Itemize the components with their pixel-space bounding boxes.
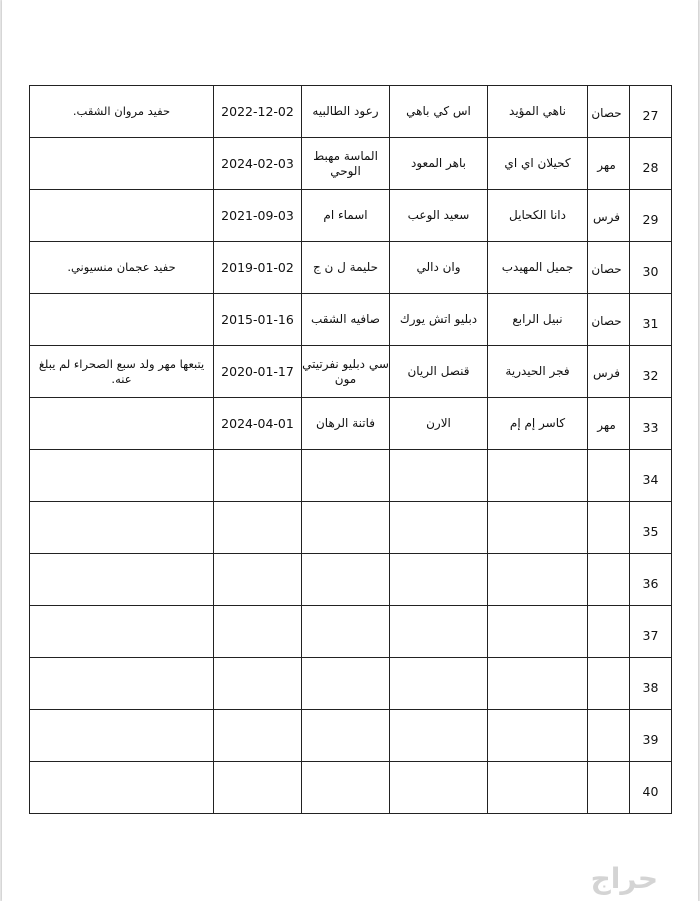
notes-cell xyxy=(30,554,214,606)
notes-cell xyxy=(30,398,214,450)
birth-date-cell: 2020-01-17 xyxy=(214,346,302,398)
row-number-cell: 30 xyxy=(630,242,672,294)
notes-cell xyxy=(30,658,214,710)
birth-date-cell: 2024-04-01 xyxy=(214,398,302,450)
sire-name-cell xyxy=(390,606,488,658)
birth-date-cell xyxy=(214,554,302,606)
birth-date-cell: 2019-01-02 xyxy=(214,242,302,294)
notes-cell xyxy=(30,294,214,346)
horse-name-cell xyxy=(488,710,588,762)
horse-type-cell: حصان xyxy=(588,294,630,346)
horse-name-cell: كحيلان اي اي xyxy=(488,138,588,190)
row-number-cell: 37 xyxy=(630,606,672,658)
birth-date-cell xyxy=(214,762,302,814)
table-row xyxy=(30,554,672,606)
table-row xyxy=(30,138,672,190)
table-row xyxy=(30,190,672,242)
row-number-cell: 32 xyxy=(630,346,672,398)
horse-type-cell xyxy=(588,502,630,554)
horse-type-cell xyxy=(588,554,630,606)
sire-name-cell: دبليو اتش يورك xyxy=(390,294,488,346)
birth-date-cell: 2015-01-16 xyxy=(214,294,302,346)
table-row xyxy=(30,86,672,138)
horse-name-cell xyxy=(488,658,588,710)
birth-date-cell: 2024-02-03 xyxy=(214,138,302,190)
horse-type-cell: مهر xyxy=(588,398,630,450)
row-number-cell: 31 xyxy=(630,294,672,346)
dam-name-cell: سي دبليو نفرتيتي مون xyxy=(302,346,390,398)
table-row xyxy=(30,762,672,814)
dam-name-cell: فاتنة الرهان xyxy=(302,398,390,450)
notes-cell xyxy=(30,606,214,658)
sire-name-cell xyxy=(390,554,488,606)
dam-name-cell: اسماء ام xyxy=(302,190,390,242)
horse-type-cell xyxy=(588,450,630,502)
birth-date-cell xyxy=(214,502,302,554)
dam-name-cell xyxy=(302,710,390,762)
horse-name-cell: دانا الكحايل xyxy=(488,190,588,242)
horse-name-cell xyxy=(488,762,588,814)
dam-name-cell: حليمة ل ن ج xyxy=(302,242,390,294)
table-row xyxy=(30,710,672,762)
table-row xyxy=(30,346,672,398)
horse-registry-table xyxy=(29,85,672,814)
dam-name-cell xyxy=(302,554,390,606)
dam-name-cell xyxy=(302,762,390,814)
table-row xyxy=(30,294,672,346)
notes-cell: حفيد عجمان منسيوني. xyxy=(30,242,214,294)
birth-date-cell xyxy=(214,606,302,658)
dam-name-cell: رعود الطالبيه xyxy=(302,86,390,138)
horse-type-cell: حصان xyxy=(588,86,630,138)
horse-type-cell: فرس xyxy=(588,346,630,398)
sire-name-cell xyxy=(390,762,488,814)
horse-name-cell xyxy=(488,502,588,554)
table-row xyxy=(30,606,672,658)
table-body xyxy=(30,86,672,814)
horse-name-cell: جميل المهيدب xyxy=(488,242,588,294)
notes-cell xyxy=(30,450,214,502)
row-number-cell: 34 xyxy=(630,450,672,502)
table-row xyxy=(30,502,672,554)
dam-name-cell xyxy=(302,606,390,658)
horse-name-cell xyxy=(488,450,588,502)
sire-name-cell xyxy=(390,710,488,762)
table-row xyxy=(30,450,672,502)
row-number-cell: 36 xyxy=(630,554,672,606)
horse-name-cell xyxy=(488,554,588,606)
horse-name-cell xyxy=(488,606,588,658)
dam-name-cell xyxy=(302,450,390,502)
notes-cell xyxy=(30,138,214,190)
dam-name-cell xyxy=(302,658,390,710)
notes-cell xyxy=(30,502,214,554)
sire-name-cell: باهر المعود xyxy=(390,138,488,190)
row-number-cell: 40 xyxy=(630,762,672,814)
notes-cell: يتبعها مهر ولد سبع الصحراء لم يبلغ عنه. xyxy=(30,346,214,398)
horse-type-cell xyxy=(588,762,630,814)
horse-type-cell xyxy=(588,658,630,710)
notes-cell xyxy=(30,710,214,762)
horse-name-cell: كاسر إم إم xyxy=(488,398,588,450)
table-row xyxy=(30,242,672,294)
horse-type-cell: مهر xyxy=(588,138,630,190)
notes-cell xyxy=(30,190,214,242)
table-row xyxy=(30,658,672,710)
horse-type-cell: حصان xyxy=(588,242,630,294)
sire-name-cell xyxy=(390,658,488,710)
sire-name-cell xyxy=(390,502,488,554)
row-number-cell: 29 xyxy=(630,190,672,242)
sire-name-cell: اس كي باهي xyxy=(390,86,488,138)
notes-cell xyxy=(30,762,214,814)
row-number-cell: 28 xyxy=(630,138,672,190)
watermark-logo: حراج xyxy=(590,862,658,895)
row-number-cell: 35 xyxy=(630,502,672,554)
dam-name-cell xyxy=(302,502,390,554)
horse-type-cell xyxy=(588,710,630,762)
notes-cell: حفيد مروان الشقب. xyxy=(30,86,214,138)
horse-name-cell: فجر الحيدرية xyxy=(488,346,588,398)
dam-name-cell: الماسة مهبط الوحي xyxy=(302,138,390,190)
row-number-cell: 39 xyxy=(630,710,672,762)
dam-name-cell: صافيه الشقب xyxy=(302,294,390,346)
horse-type-cell xyxy=(588,606,630,658)
sire-name-cell xyxy=(390,450,488,502)
horse-name-cell: نبيل الرابع xyxy=(488,294,588,346)
birth-date-cell: 2022-12-02 xyxy=(214,86,302,138)
birth-date-cell xyxy=(214,450,302,502)
horse-type-cell: فرس xyxy=(588,190,630,242)
row-number-cell: 38 xyxy=(630,658,672,710)
row-number-cell: 27 xyxy=(630,86,672,138)
sire-name-cell: سعيد الوعب xyxy=(390,190,488,242)
horse-name-cell: ناهي المؤيد xyxy=(488,86,588,138)
sire-name-cell: وان دالي xyxy=(390,242,488,294)
birth-date-cell xyxy=(214,710,302,762)
table-row xyxy=(30,398,672,450)
sire-name-cell: قنصل الريان xyxy=(390,346,488,398)
birth-date-cell xyxy=(214,658,302,710)
sire-name-cell: الارن xyxy=(390,398,488,450)
row-number-cell: 33 xyxy=(630,398,672,450)
document-page xyxy=(2,0,698,901)
birth-date-cell: 2021-09-03 xyxy=(214,190,302,242)
